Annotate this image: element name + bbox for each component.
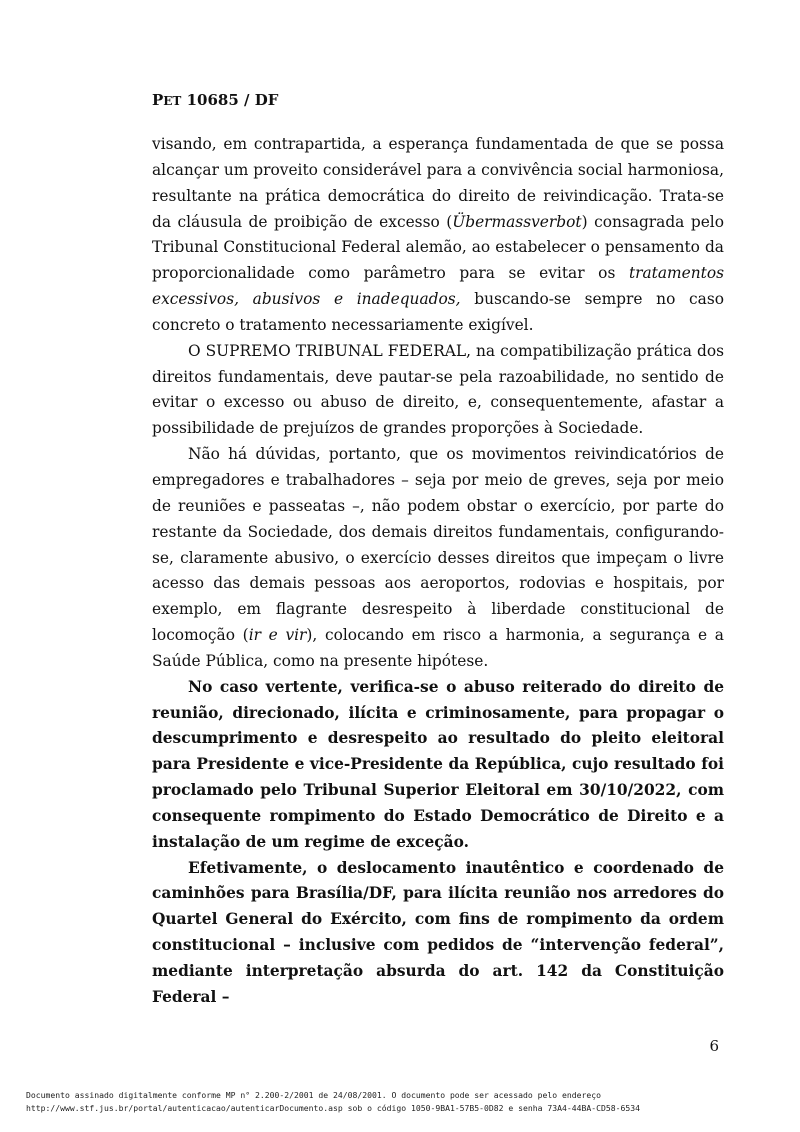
paragraph-1	[152, 132, 724, 339]
paragraph-3-text-b: ), colocando em risco a harmonia, a segurança e a Saúde Pública, como na presente hipótese.	[152, 626, 724, 670]
paragraph-3-text-a: Não há dúvidas, portanto, que os movimentos reivindicatórios de empregadores e trabalhadores – seja por meio de greves, seja por meio de reuniões e passeatas –, não podem obstar o exercício, por parte do restante da Sociedade, dos demais direitos fundamentais, configurando-se, claramente abusivo, o exercício desses direitos que impeçam o livre acesso das demais pessoas aos aeroportos, rodovias e hospitais, por exemplo, em flagrante desrespeito à liberdade constitucional de locomoção (	[152, 445, 724, 645]
paragraph-1-text-c: buscando-se sempre no caso concreto o tratamento necessariamente exigível.	[152, 290, 724, 334]
case-prefix-rest: ET	[163, 94, 182, 108]
paragraph-1-italic-a: Übermassverbot	[452, 212, 582, 231]
paragraph-1-text-a: visando, em contrapartida, a esperança fundamentada de que se possa alcançar um proveito considerável para a convivência social harmoniosa, resultante na prática democrática do direito de reivindicação. Trata-se da cláusula de proibição de excesso (	[152, 135, 724, 231]
case-header	[152, 91, 278, 109]
paragraph-1-text-b: ) consagrada pelo Tribunal Constitucional Federal alemão, ao estabelecer o pensamento da proporcionalidade como parâmetro para se evitar os	[152, 212, 724, 283]
document-body	[152, 132, 724, 1011]
paragraph-3	[152, 442, 724, 675]
paragraph-2: O SUPREMO TRIBUNAL FEDERAL, na compatibilização prática dos direitos fundamentais, deve pautar-se pela razoabilidade, no sentido de evitar o excesso ou abuso de direito, e, consequentemente, afastar a possibilidade de prejuízos de grandes proporções à Sociedade.	[152, 341, 724, 438]
case-prefix-initial: P	[152, 91, 164, 109]
paragraph-5: Efetivamente, o deslocamento inautêntico e coordenado de caminhões para Brasília/DF, para ilícita reunião nos arredores do Quartel General do Exército, com fins de rompimento da ordem constitucional – inclusive com pedidos de “intervenção federal”, mediante interpretação absurda do art. 142 da Constituição Federal –	[152, 858, 724, 1006]
paragraph-1-italic-b: tratamentos excessivos, abusivos e inadequados,	[152, 264, 724, 309]
paragraph-3-italic: ir e vir	[248, 626, 307, 645]
case-number: 10685 / DF	[186, 91, 279, 109]
footer-line-2: http://www.stf.jus.br/portal/autenticacao/autenticarDocumento.asp sob o código 1050-9BA1-57B5-0D82 e senha 73A4-44BA-CD58-6534	[26, 1103, 640, 1113]
paragraph-4: No caso vertente, verifica-se o abuso reiterado do direito de reunião, direcionado, ilícita e criminosamente, para propagar o descumprimento e desrespeito ao resultado do pleito eleitoral para Presidente e vice-Presidente da República, cujo resultado foi proclamado pelo Tribunal Superior Eleitoral em 30/10/2022, com consequente rompimento do Estado Democrático de Direito e a instalação de um regime de exceção.	[152, 677, 724, 851]
signature-footer	[26, 1089, 786, 1115]
page-number: 6	[709, 1037, 719, 1055]
footer-line-1: Documento assinado digitalmente conforme MP n° 2.200-2/2001 de 24/08/2001. O documento pode ser acessado pelo endereço	[26, 1090, 601, 1100]
